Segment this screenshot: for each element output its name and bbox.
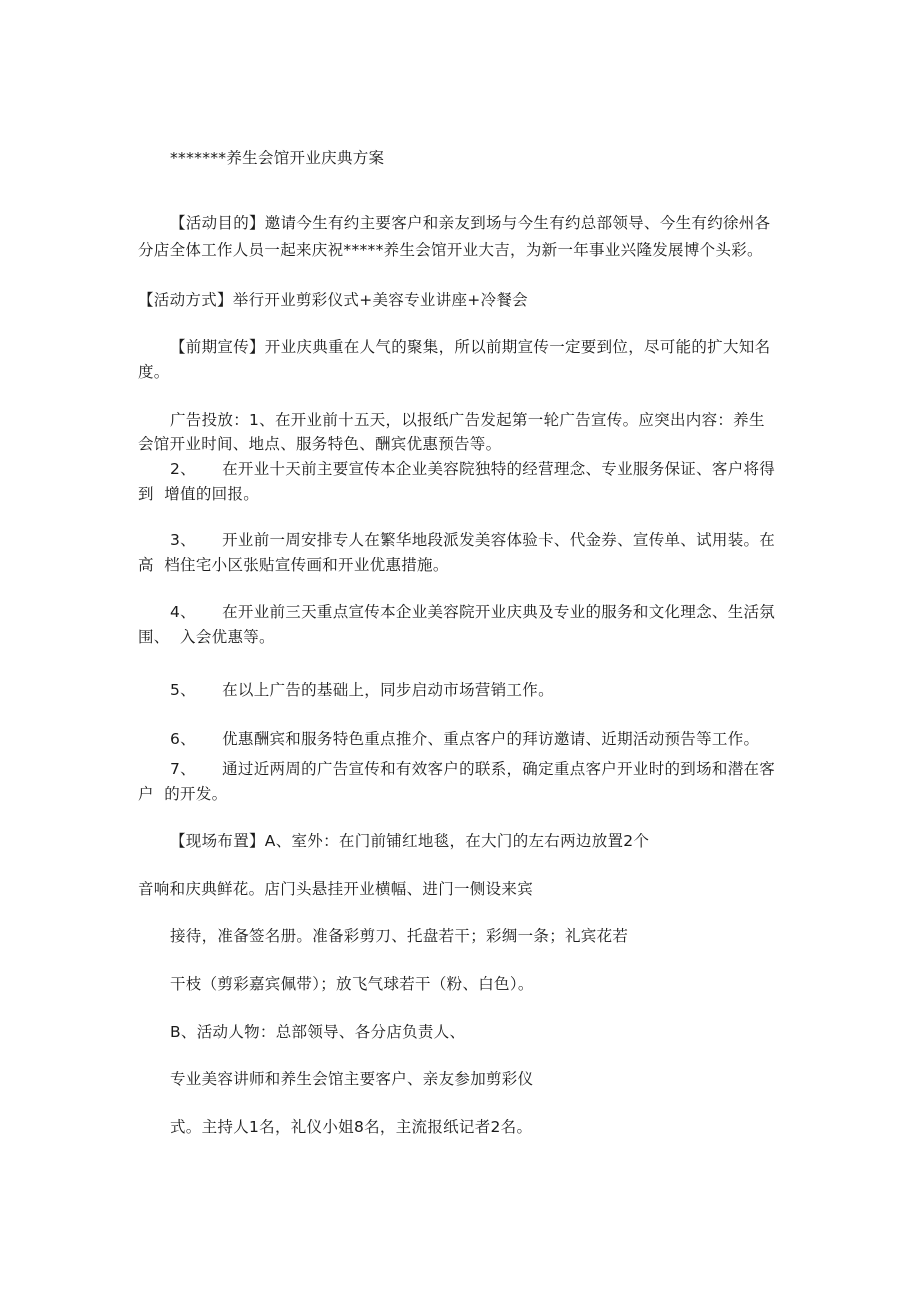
- ads-item-4-line-2: 围、 入会优惠等。: [138, 628, 275, 646]
- site-line-1: 【现场布置】A、室外：在门前铺红地毯，在大门的左右两边放置2个: [170, 832, 650, 850]
- ads-item-1-line-2: 会馆开业时间、地点、服务特色、酬宾优惠预告等。: [138, 435, 502, 453]
- publicity-line-2: 度。: [138, 363, 170, 381]
- ads-item-7-line-1: 7、 通过近两周的广告宣传和有效客户的联系，确定重点客户开业时的到场和潜在客: [170, 760, 776, 778]
- site-line-4: 干枝（剪彩嘉宾佩带）；放飞气球若干（粉、白色）。: [170, 975, 534, 993]
- site-line-7: 式。主持人1名，礼仪小姐8名，主流报纸记者2名。: [170, 1118, 533, 1136]
- method-line: 【活动方式】举行开业剪彩仪式+美容专业讲座+冷餐会: [138, 291, 528, 309]
- ads-item-2-line-2: 到 增值的回报。: [138, 485, 260, 503]
- site-line-5: B、活动人物：总部领导、各分店负责人、: [170, 1023, 466, 1041]
- publicity-line-1: 【前期宣传】开业庆典重在人气的聚集，所以前期宣传一定要到位，尽可能的扩大知名: [170, 338, 771, 356]
- purpose-line-2: 分店全体工作人员一起来庆祝*****养生会馆开业大吉，为新一年事业兴隆发展博个头彩。: [138, 241, 763, 259]
- site-line-6: 专业美容讲师和养生会馆主要客户、亲友参加剪彩仪: [170, 1070, 534, 1088]
- purpose-line-1: 【活动目的】邀请今生有约主要客户和亲友到场与今生有约总部领导、今生有约徐州各: [170, 214, 771, 232]
- ads-item-7-line-2: 户 的开发。: [138, 785, 228, 803]
- ads-item-3-line-2: 高 档住宅小区张贴宣传画和开业优惠措施。: [138, 556, 449, 574]
- ads-item-4-line-1: 4、 在开业前三天重点宣传本企业美容院开业庆典及专业的服务和文化理念、生活氛: [170, 603, 776, 621]
- ads-item-6: 6、 优惠酬宾和服务特色重点推介、重点客户的拜访邀请、近期活动预告等工作。: [170, 730, 760, 748]
- ads-item-2-line-1: 2、 在开业十天前主要宣传本企业美容院独特的经营理念、专业服务保证、客户将得: [170, 460, 776, 478]
- document-title: *******养生会馆开业庆典方案: [170, 149, 385, 167]
- ads-item-3-line-1: 3、 开业前一周安排专人在繁华地段派发美容体验卡、代金券、宣传单、试用装。在: [170, 531, 776, 549]
- site-line-2: 音响和庆典鲜花。店门头悬挂开业横幅、进门一侧设来宾: [138, 880, 534, 898]
- ads-item-5: 5、 在以上广告的基础上，同步启动市场营销工作。: [170, 681, 554, 699]
- ads-item-1-line-1: 广告投放：1、在开业前十五天，以报纸广告发起第一轮广告宣传。应突出内容：养生: [170, 411, 765, 429]
- site-line-3: 接待，准备签名册。准备彩剪刀、托盘若干；彩绸一条；礼宾花若: [170, 927, 629, 945]
